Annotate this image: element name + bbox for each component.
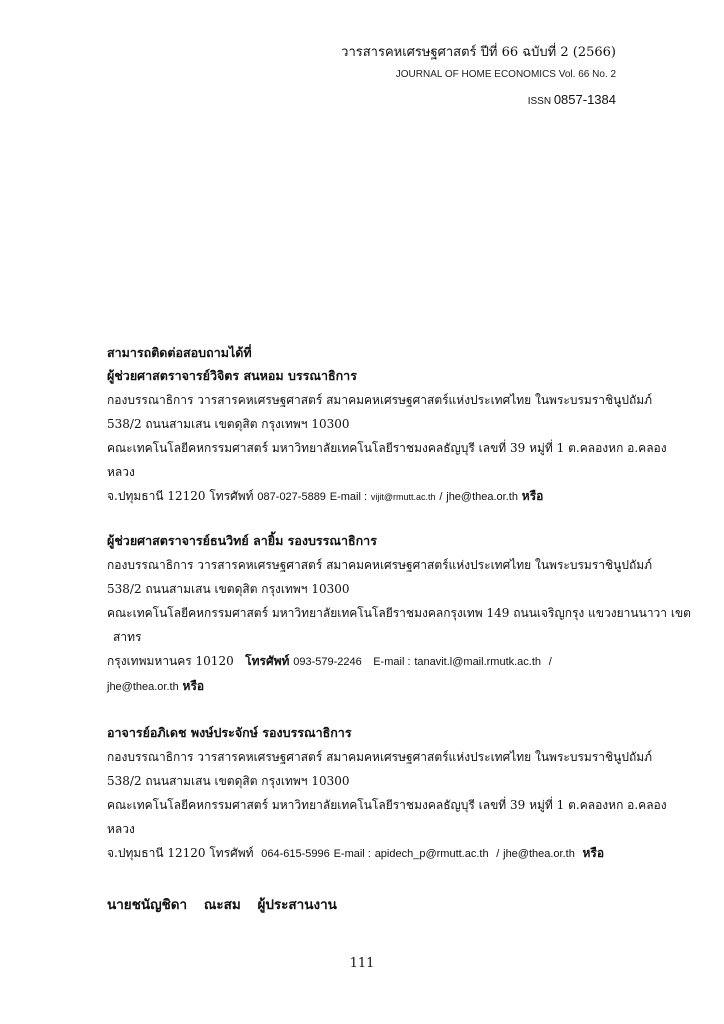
assistant1-phone: 093-579-2246: [293, 656, 362, 668]
assistant1-contact-line: [107, 649, 627, 674]
assistant2-phone: 064-615-5996: [261, 848, 330, 860]
issn-number: 0857-1384: [553, 92, 616, 107]
editor-email1[interactable]: vijit@rmutt.ac.th: [370, 492, 436, 502]
contact-intro: สามารถติดต่อสอบถามได้ที่: [107, 345, 252, 360]
assistant1-phone-label: โทรศัพท์: [245, 654, 290, 668]
assistant2-email-label: E-mail :: [333, 848, 371, 860]
coordinator-line: [107, 892, 627, 918]
assistant2-contact-line: [107, 841, 627, 866]
assistant2-email-sep: /: [496, 848, 500, 860]
editor-office: กองบรรณาธิการ วารสารคหเศรษฐศาสตร์ สมาคมคหเศรษฐศาสตร์แห่งประเทศไทย ในพระบรมราชินูปถัมภ์: [107, 393, 653, 407]
editor-faculty-cont: หลวง: [107, 465, 135, 479]
journal-title-thai: วารสารคหเศรษฐศาสตร์ ปีที่ 66 ฉบับที่ 2 (2566): [341, 45, 616, 60]
contact-section: [107, 342, 691, 918]
editor-contact-line: [107, 484, 627, 509]
assistant2-or: หรือ: [582, 846, 605, 860]
assistant1-address: 538/2 ถนนสามเสน เขตดุสิต กรุงเทพฯ 10300: [107, 582, 350, 596]
assistant1-email-sep: /: [548, 656, 552, 668]
page-number: 111: [349, 956, 375, 971]
assistant2-office: กองบรรณาธิการ วารสารคหเศรษฐศาสตร์ สมาคมคหเศรษฐศาสตร์แห่งประเทศไทย ในพระบรมราชินูปถัมภ์: [107, 750, 653, 764]
assistant1-faculty-cont: สาทร: [113, 630, 142, 644]
issn: [341, 88, 616, 114]
editor-email-label: E-mail :: [329, 491, 368, 503]
assistant1-email-label: E-mail :: [373, 656, 411, 668]
editor-or: หรือ: [521, 489, 544, 503]
coordinator-role: ผู้ประสานงาน: [257, 897, 337, 913]
assistant2-faculty-cont: หลวง: [107, 822, 135, 836]
assistant1-city: กรุงเทพมหานคร 10120: [107, 654, 234, 668]
editor-address: 538/2 ถนนสามเสน เขตดุสิต กรุงเทพฯ 10300: [107, 417, 350, 431]
assistant1-or: หรือ: [182, 679, 205, 693]
assistant1-name: ผู้ช่วยศาสตราจารย์ธนวิทย์ ลายิ้ม รองบรรณาธิการ: [107, 533, 377, 548]
editor-block: [107, 364, 667, 509]
coordinator-name: นายชนัญชิดา: [107, 897, 188, 913]
journal-title-english: JOURNAL OF HOME ECONOMICS Vol. 66 No. 2: [395, 69, 616, 80]
assistant1-email1[interactable]: tanavit.l@mail.rmutk.ac.th: [414, 656, 542, 668]
assistant1-email2[interactable]: jhe@thea.or.th: [107, 681, 179, 693]
assistant2-email1[interactable]: apidech_p@rmutt.ac.th: [374, 848, 489, 860]
assistant1-contact-line2: [107, 674, 627, 699]
coordinator-surname: ณะสม: [203, 897, 241, 913]
editor-email2[interactable]: jhe@thea.or.th: [446, 491, 518, 503]
assistant2-province: จ.ปทุมธานี 12120 โทรศัพท์: [107, 846, 254, 860]
assistant2-block: [107, 721, 667, 866]
page-header: [341, 42, 616, 114]
editor-faculty: คณะเทคโนโลยีคหกรรมศาสตร์ มหาวิทยาลัยเทคโนโลยีราชมงคลธัญบุรี เลขที่ 39 หมู่ที่ 1 ต.คลองหก อ.คลอง: [107, 441, 667, 455]
editor-phone: 087-027-5889: [257, 491, 326, 503]
assistant2-email2[interactable]: jhe@thea.or.th: [503, 848, 575, 860]
assistant2-faculty: คณะเทคโนโลยีคหกรรมศาสตร์ มหาวิทยาลัยเทคโนโลยีราชมงคลธัญบุรี เลขที่ 39 หมู่ที่ 1 ต.คลองหก อ.คลอง: [107, 798, 667, 812]
assistant1-block: [107, 529, 691, 699]
assistant2-address: 538/2 ถนนสามเสน เขตดุสิต กรุงเทพฯ 10300: [107, 774, 350, 788]
issn-label: ISSN: [527, 96, 552, 107]
assistant1-office: กองบรรณาธิการ วารสารคหเศรษฐศาสตร์ สมาคมคหเศรษฐศาสตร์แห่งประเทศไทย ในพระบรมราชินูปถัมภ์: [107, 558, 653, 572]
assistant1-faculty: คณะเทคโนโลยีคหกรรมศาสตร์ มหาวิทยาลัยเทคโนโลยีราชมงคลกรุงเทพ 149 ถนนเจริญกรุง แขวงยานนาวา เขต: [107, 606, 691, 620]
editor-email-sep: /: [439, 491, 443, 503]
editor-name: ผู้ช่วยศาสตราจารย์วิจิตร สนหอม บรรณาธิการ: [107, 368, 357, 383]
editor-province: จ.ปทุมธานี 12120 โทรศัพท์: [107, 489, 254, 503]
assistant2-name: อาจารย์อภิเดช พงษ์ประจักษ์ รองบรรณาธิการ: [107, 725, 352, 740]
